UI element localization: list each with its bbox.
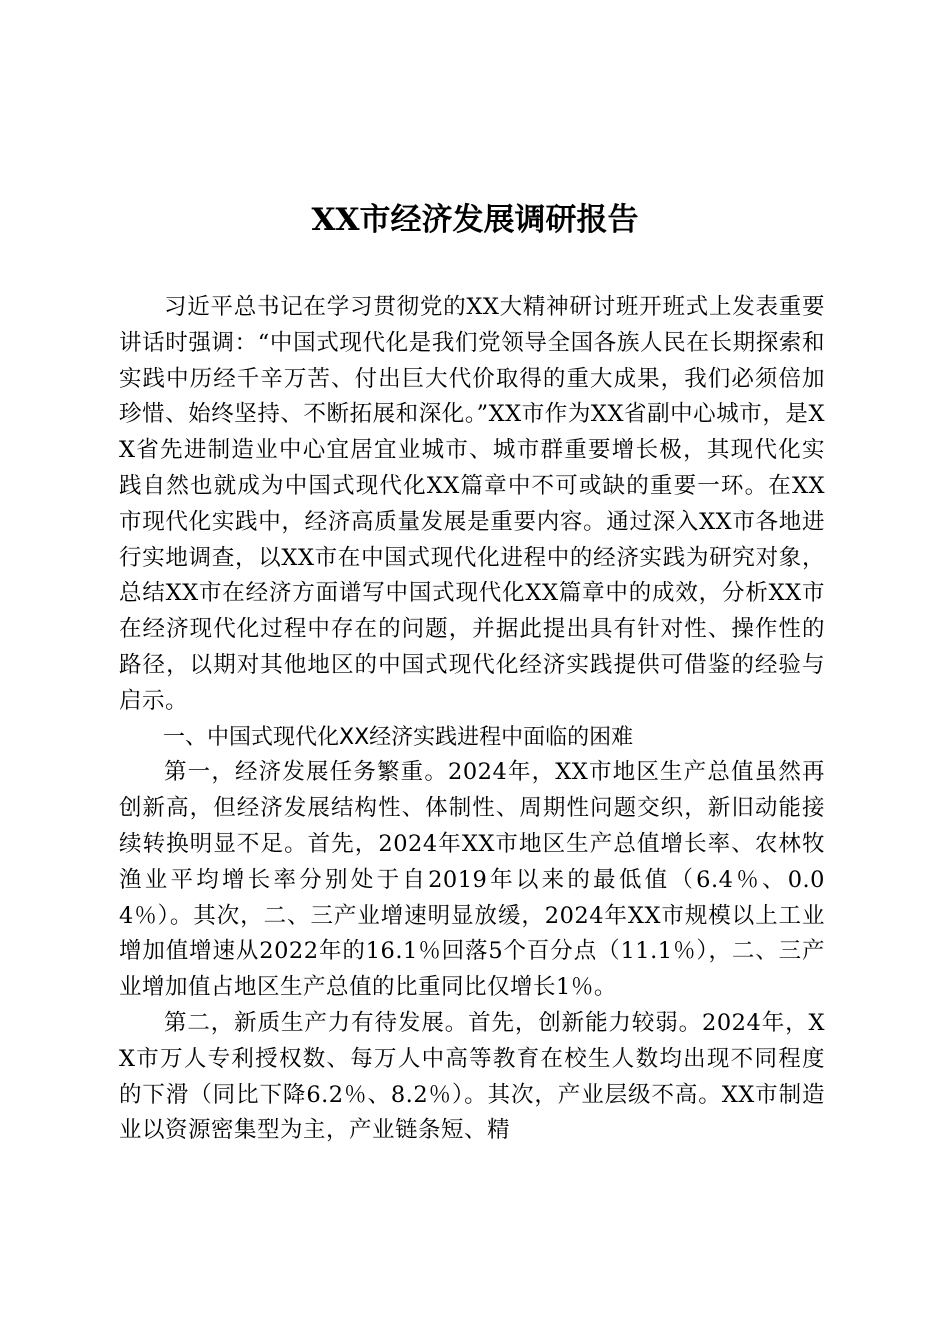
- section-heading: 一、中国式现代化XX经济实践进程中面临的困难: [163, 724, 634, 750]
- section-paragraph-2: 第二，新质生产力有待发展。首先，创新能力较弱。2024年，XX市万人专利授权数、每万人中高等教育在校生人数均出现不同程度的下滑（同比下降6.2％、8.2％）。其次，产业层级不高。XX市制造业以资源密集型为主，产业链条短、精: [119, 1009, 825, 1144]
- intro-paragraph: 习近平总书记在学习贯彻党的XX大精神研讨班开班式上发表重要讲话时强调：“中国式现代化是我们党领导全国各族人民在长期探索和实践中历经千辛万苦、付出巨大代价取得的重大成果，我们必须倍加珍惜、始终坚持、不断拓展和深化。”XX市作为XX省副中心城市，是XX省先进制造业中心宜居宜业城市、城市群重要增长极，其现代化实践自然也就成为中国式现代化XX篇章中不可或缺的重要一环。在XX市现代化实践中，经济高质量发展是重要内容。通过深入XX市各地进行实地调查，以XX市在中国式现代化进程中的经济实践为研究对象，总结XX市在经济方面谱写中国式现代化XX篇章中的成效，分析XX市在经济现代化过程中存在的问题，并据此提出具有针对性、操作性的路径，以期对其他地区的中国式现代化经济实践提供可借鉴的经验与启示。: [119, 294, 825, 714]
- section-paragraph-1: 第一，经济发展任务繁重。2024年，XX市地区生产总值虽然再创新高，但经济发展结构性、体制性、周期性问题交织，新旧动能接续转换明显不足。首先，2024年XX市地区生产总值增长率、农林牧渔业平均增长率分别处于自2019年以来的最低值（6.4％、0.04％）。其次，二、三产业增速明显放缓，2024年XX市规模以上工业增加值增速从2022年的16.1％回落5个百分点（11.1％），二、三产业增加值占地区生产总值的比重同比仅增长1％。: [119, 759, 825, 1001]
- document-body: [119, 290, 825, 1149]
- document-title: XX市经济发展调研报告: [311, 202, 639, 238]
